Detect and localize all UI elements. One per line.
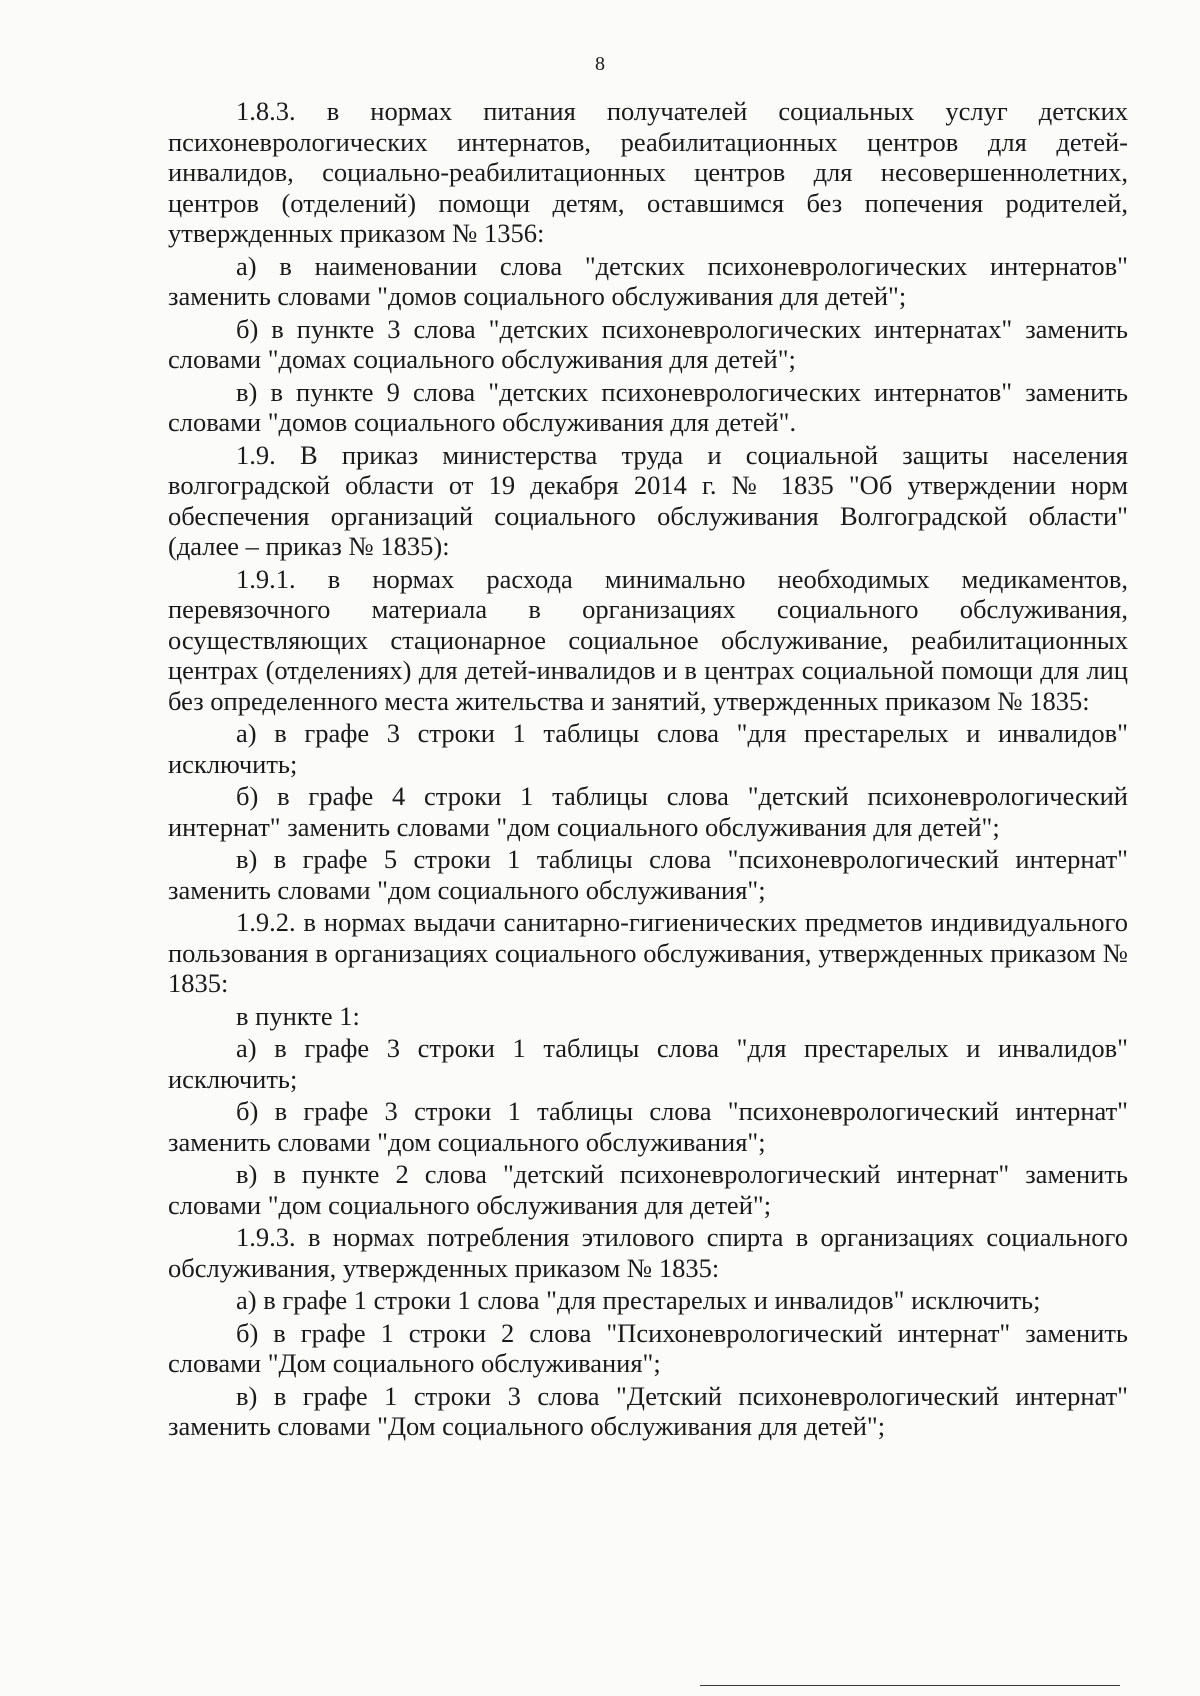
bottom-rule: [700, 1685, 1120, 1686]
document-body: [168, 96, 1128, 1442]
paragraph-1-8-3: 1.8.3. в нормах питания получателей социальных услуг детских психоневрологических интернатов, реабилитационных центров для детей-инвалидов, социально-реабилитационных центров для несовершеннолетних, центров (отделений) помощи детям, оставшимся без попечения родителей, утвержденных приказом № 1356:: [168, 96, 1128, 248]
paragraph-1-9-2-v: в) в пункте 2 слова "детский психоневрологический интернат" заменить словами "дом социального обслуживания для детей";: [168, 1159, 1128, 1220]
paragraph-1-9-2-b: б) в графе 3 строки 1 таблицы слова "психоневрологический интернат" заменить словами "дом социального обслуживания";: [168, 1096, 1128, 1157]
paragraph-1-9-3: 1.9.3. в нормах потребления этилового спирта в организациях социального обслуживания, утвержденных приказом № 1835:: [168, 1222, 1128, 1283]
paragraph-1-9-1: 1.9.1. в нормах расхода минимально необходимых медикаментов, перевязочного материала в организациях социального обслуживания, осуществляющих стационарное социальное обслуживание, реабилитационных центрах (отделениях) для детей-инвалидов и в центрах социальной помощи для лиц без определенного места жительства и занятий, утвержденных приказом № 1835:: [168, 563, 1128, 716]
paragraph-1-9-1-b: б) в графе 4 строки 1 таблицы слова "детский психоневрологический интернат" заменить словами "дом социального обслуживания для детей";: [168, 781, 1128, 842]
paragraph-1-9-1-a: а) в графе 3 строки 1 таблицы слова "для престарелых и инвалидов" исключить;: [168, 718, 1128, 779]
paragraph-1-8-3-a: а) в наименовании слова "детских психоневрологических интернатов" заменить словами "домов социального обслуживания для детей";: [168, 250, 1128, 311]
paragraph-1-9-2: 1.9.2. в нормах выдачи санитарно-гигиенических предметов индивидуального пользования в организациях социального обслуживания, утвержденных приказом № 1835:: [168, 907, 1128, 998]
paragraph-1-9-1-v: в) в графе 5 строки 1 таблицы слова "психоневрологический интернат" заменить словами "дом социального обслуживания";: [168, 844, 1128, 905]
paragraph-1-9-2-a: а) в графе 3 строки 1 таблицы слова "для престарелых и инвалидов" исключить;: [168, 1033, 1128, 1094]
page-number: 8: [595, 53, 605, 75]
paragraph-1-8-3-b: б) в пункте 3 слова "детских психоневрологических интернатах" заменить словами "домах социального обслуживания для детей";: [168, 313, 1128, 374]
paragraph-1-9-3-b: б) в графе 1 строки 2 слова "Психоневрологический интернат" заменить словами "Дом социального обслуживания";: [168, 1317, 1128, 1378]
paragraph-1-9-3-a: а) в графе 1 строки 1 слова "для престарелых и инвалидов" исключить;: [236, 1285, 1041, 1315]
paragraph-1-9-2-point-1: в пункте 1:: [236, 1000, 360, 1031]
paragraph-1-8-3-v: в) в пункте 9 слова "детских психоневрологических интернатов" заменить словами "домов социального обслуживания для детей".: [168, 376, 1128, 437]
paragraph-1-9-3-v: в) в графе 1 строки 3 слова "Детский психоневрологический интернат" заменить словами "Дом социального обслуживания для детей";: [168, 1380, 1128, 1441]
paragraph-1-9: 1.9. В приказ министерства труда и социальной защиты населения волгоградской области от 19 декабря 2014 г. № 1835 "Об утверждении норм обеспечения организаций социального обслуживания Волгоградской области" (далее – приказ № 1835):: [168, 439, 1128, 561]
